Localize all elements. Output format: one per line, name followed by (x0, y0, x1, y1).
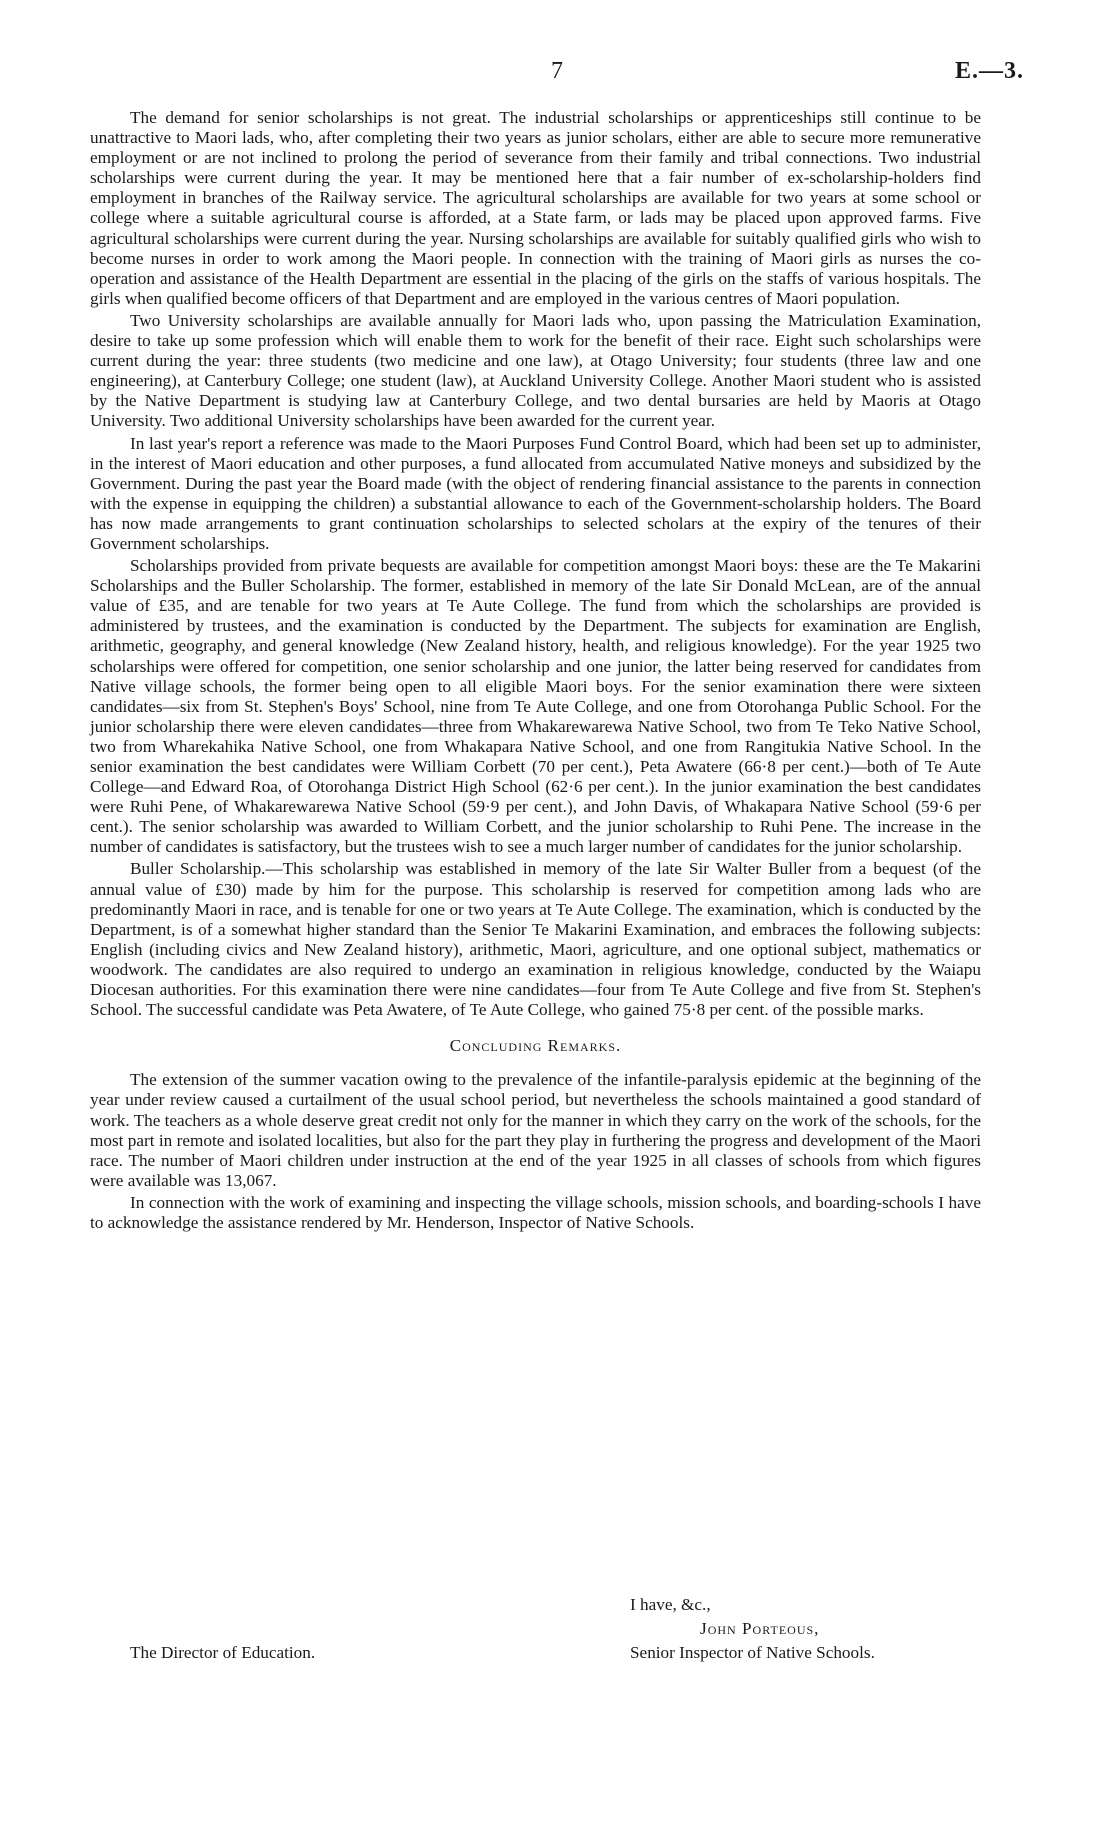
paragraph-concluding-1: The extension of the summer vacation owing to the prevalence of the infantile-paralysis epidemic at the beginning of the year under review caused a curtailment of the usual school period, but nevertheless the schools maintained a good standard of work. The teachers as a whole deserve great credit not only for the manner in which they carry on the work of the schools, for the most part in remote and isolated localities, but also for the part they play in furthering the progress and development of the Maori race. The number of Maori children under instruction at the end of the year 1925 in all classes of schools from which figures were available was 13,067. (90, 1070, 981, 1190)
paragraph-university-scholarships: Two University scholarships are available annually for Maori lads who, upon passing the Matriculation Examination, desire to take up some profession which will enable them to work for the benefit of their race. Eight such scholarships were current during the year: three students (two medicine and one law), at Otago University; four students (three law and one engineering), at Canterbury College; one student (law), at Auckland University College. Another Maori student who is assisted by the Native Department is studying law at Canterbury College, and two dental bursaries are held by Maoris at Otago University. Two additional University scholarships have been awarded for the current year. (90, 310, 981, 431)
signatory-title: Senior Inspector of Native Schools. (630, 1643, 875, 1662)
page-header (90, 58, 1024, 88)
section-heading: Concluding Remarks. (449, 1036, 622, 1056)
body-text (90, 108, 981, 1233)
paragraph-maori-purposes-fund: In last year's report a reference was made to the Maori Purposes Fund Control Board, which had been set up to administer, in the interest of Maori education and other purposes, a fund allocated from accumulated Native moneys and subsidized by the Government. During the past year the Board made (with the object of rendering financial assistance to the parents in connection with the expense in equipping the children) a substantial allowance to each of the Government-scholarship holders. The Board has now made arrangements to grant continuation scholarships to selected scholars at the expiry of the tenures of their Government scholarships. (90, 433, 981, 553)
document-code: E.—3. (954, 58, 1024, 84)
paragraph-private-bequests: Scholarships provided from private bequests are available for competition amongst Maori boys: these are the Te Makarini Scholarships and the Buller Scholarship. The former, established in memory of the late Sir Donald McLean, are of the annual value of £35, and are tenable for two years at Te Aute College. The fund from which the scholarships are provided is administered by trustees, and the examination is conducted by the Department. The subjects for examination are English, arithmetic, geography, and general knowledge (New Zealand history, health, and religious knowledge). For the year 1925 two scholarships were offered for competition, one senior scholarship and one junior, the latter being reserved for candidates from Native village schools, the former being open to all eligible Maori boys. For the senior examination there were sixteen candidates—six from St. Stephen's Boys' School, nine from Te Aute College, and one from Otorohanga Public School. For the junior scholarship there were eleven candidates—three from Whakarewarewa Native School, two from Te Teko Native School, two from Wharekahika Native School, one from Whakapara Native School, and one from Rangitukia Native School. In the senior examination the best candidates were William Corbett (70 per cent.), Peta Awatere (66·8 per cent.)—both of Te Aute College—and Edward Roa, of Otorohanga District High School (62·6 per cent.). In the junior examination the best candidates were Ruhi Pene, of Whakarewarewa Native School (59·9 per cent.), and John Davis, of Whakapara Native School (59·6 per cent.). The senior scholarship was awarded to William Corbett, and the junior scholarship to Ruhi Pene. The increase in the number of candidates is satisfactory, but the trustees wish to see a much larger number of candidates for the junior scholarship. (90, 556, 981, 857)
addressee: The Director of Education. (130, 1643, 316, 1662)
paragraph-senior-scholarships: The demand for senior scholarships is not great. The industrial scholarships or apprenticeships still continue to be unattractive to Maori lads, who, after completing their two years as junior scholars, either are able to secure more remunerative employment or are not inclined to prolong the period of severance from their family and tribal connections. Two industrial scholarships were current during the year. It may be mentioned here that a fair number of ex-scholarship-holders find employment in branches of the Railway service. The agricultural scholarships are available for two years at some school or college where a suitable agricultural course is afforded, at a State farm, or lads may be placed upon approved farms. Five agricultural scholarships were current during the year. Nursing scholarships are available for suitably qualified girls who wish to become nurses in order to work among the Maori people. In connection with the training of Maori girls as nurses the co-operation and assistance of the Health Department are essential in the placing of the girls on the staffs of various hospitals. The girls when qualified become officers of that Department and are employed in the various centres of Maori population. (90, 108, 981, 308)
signatory-name: John Porteous, (700, 1619, 820, 1638)
salutation: I have, &c., (630, 1595, 711, 1614)
paragraph-buller-scholarship: Buller Scholarship.—This scholarship was established in memory of the late Sir Walter Buller from a bequest (of the annual value of £30) made by him for the purpose. This scholarship is reserved for competition among lads who are predominantly Maori in race, and is tenable for one or two years at Te Aute College. The examination, which is conducted by the Department, is of a somewhat higher standard than the Senior Te Makarini Examination, and embraces the following subjects: English (including civics and New Zealand history), arithmetic, Maori, agriculture, and one optional subject, mathematics or woodwork. The candidates are also required to undergo an examination in religious knowledge, conducted by the Waiapu Diocesan authorities. For this examination there were nine candidates—four from Te Aute College and five from St. Stephen's School. The successful candidate was Peta Awatere, of Te Aute College, who gained 75·8 per cent. of the possible marks. (90, 859, 981, 1020)
page-number: 7 (551, 58, 563, 84)
closing-block (90, 1594, 981, 1724)
paragraph-concluding-2: In connection with the work of examining and inspecting the village schools, mission schools, and boarding-schools I have to acknowledge the assistance rendered by Mr. Henderson, Inspector of Native Schools. (90, 1192, 981, 1232)
